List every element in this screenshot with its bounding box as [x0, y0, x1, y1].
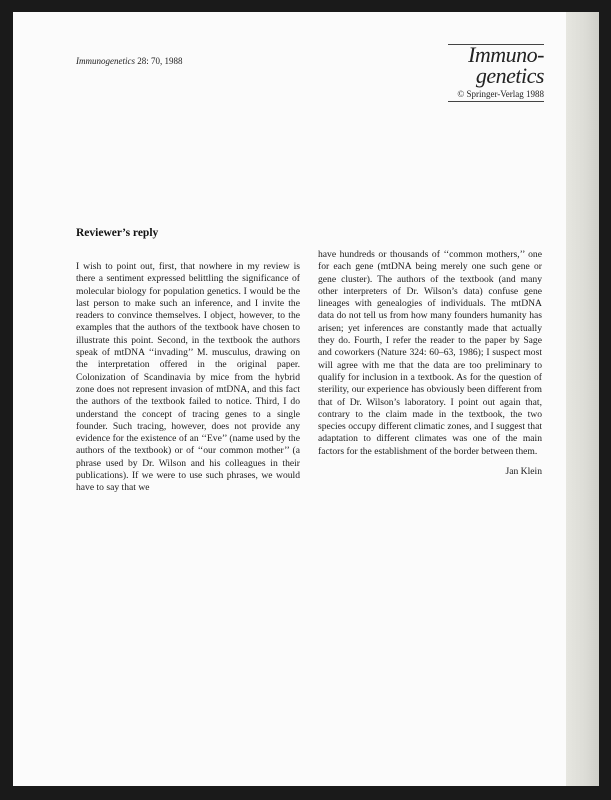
logo-rule-bottom — [448, 101, 544, 102]
page-stack-edge — [566, 12, 599, 786]
citation-volume: 28: 70, 1988 — [134, 56, 183, 66]
journal-logo — [440, 44, 544, 86]
citation-journal: Immunogenetics — [76, 56, 135, 66]
journal-logo-line1: Immuno- — [468, 42, 544, 67]
journal-logo-line2: genetics — [475, 63, 544, 88]
citation-line — [76, 56, 183, 66]
author-name: Jan Klein — [505, 466, 542, 477]
article-right-column: have hundreds or thousands of ‘‘common mothers,’’ one for each gene (mtDNA being merely one such gene or gene cluster). The authors of the textbook (and many other interpreters of Dr. Wilson’s data) confuse gene lineages with genealogies of individuals. The mtDNA data do not tell us from how many founders humanity has arisen; yet inferences are constantly made that actually they do. Fourth, I refer the reader to the paper by Sage and coworkers (Nature 324: 60–63, 1986); I suspect most will agree with me that the data are too preliminary to qualify for inclusion in a textbook. As for the question of sterility, our experience has obviously been different from that of Dr. Wilson’s laboratory. I point out again that, contrary to the claim made in the textbook, the two species occupy different climatic zones, and I suggest that adaptation to different climates was one of the main factors for the establishment of the border between them. — [318, 249, 542, 457]
copyright: © Springer-Verlag 1988 — [457, 89, 544, 99]
article-left-column: I wish to point out, first, that nowhere in my review is there a sentiment expressed belittling the significance of molecular biology for population genetics. I would be the last person to make such an inference, and I invite the readers to convince themselves. I object, however, to the examples that the authors of the textbook have chosen to illustrate this point. Second, in the textbook the authors speak of mtDNA ‘‘invading’’ M. musculus, drawing on the interpretation offered in the original paper. Colonization of Scandinavia by mice from the hybrid zone does not represent invasion of mtDNA, and this fact the authors of the textbook failed to notice. Third, I do understand the concept of tracing genes to a single founder. Such tracing, however, does not provide any evidence for the existence of an ‘‘Eve’’ (name used by the authors of the textbook) or of ‘‘our common mother’’ (a phrase used by Dr. Wilson and his colleagues in their publications). If we were to use such phrases, we would have to say that we — [76, 261, 300, 494]
article-title: Reviewer’s reply — [76, 227, 159, 239]
